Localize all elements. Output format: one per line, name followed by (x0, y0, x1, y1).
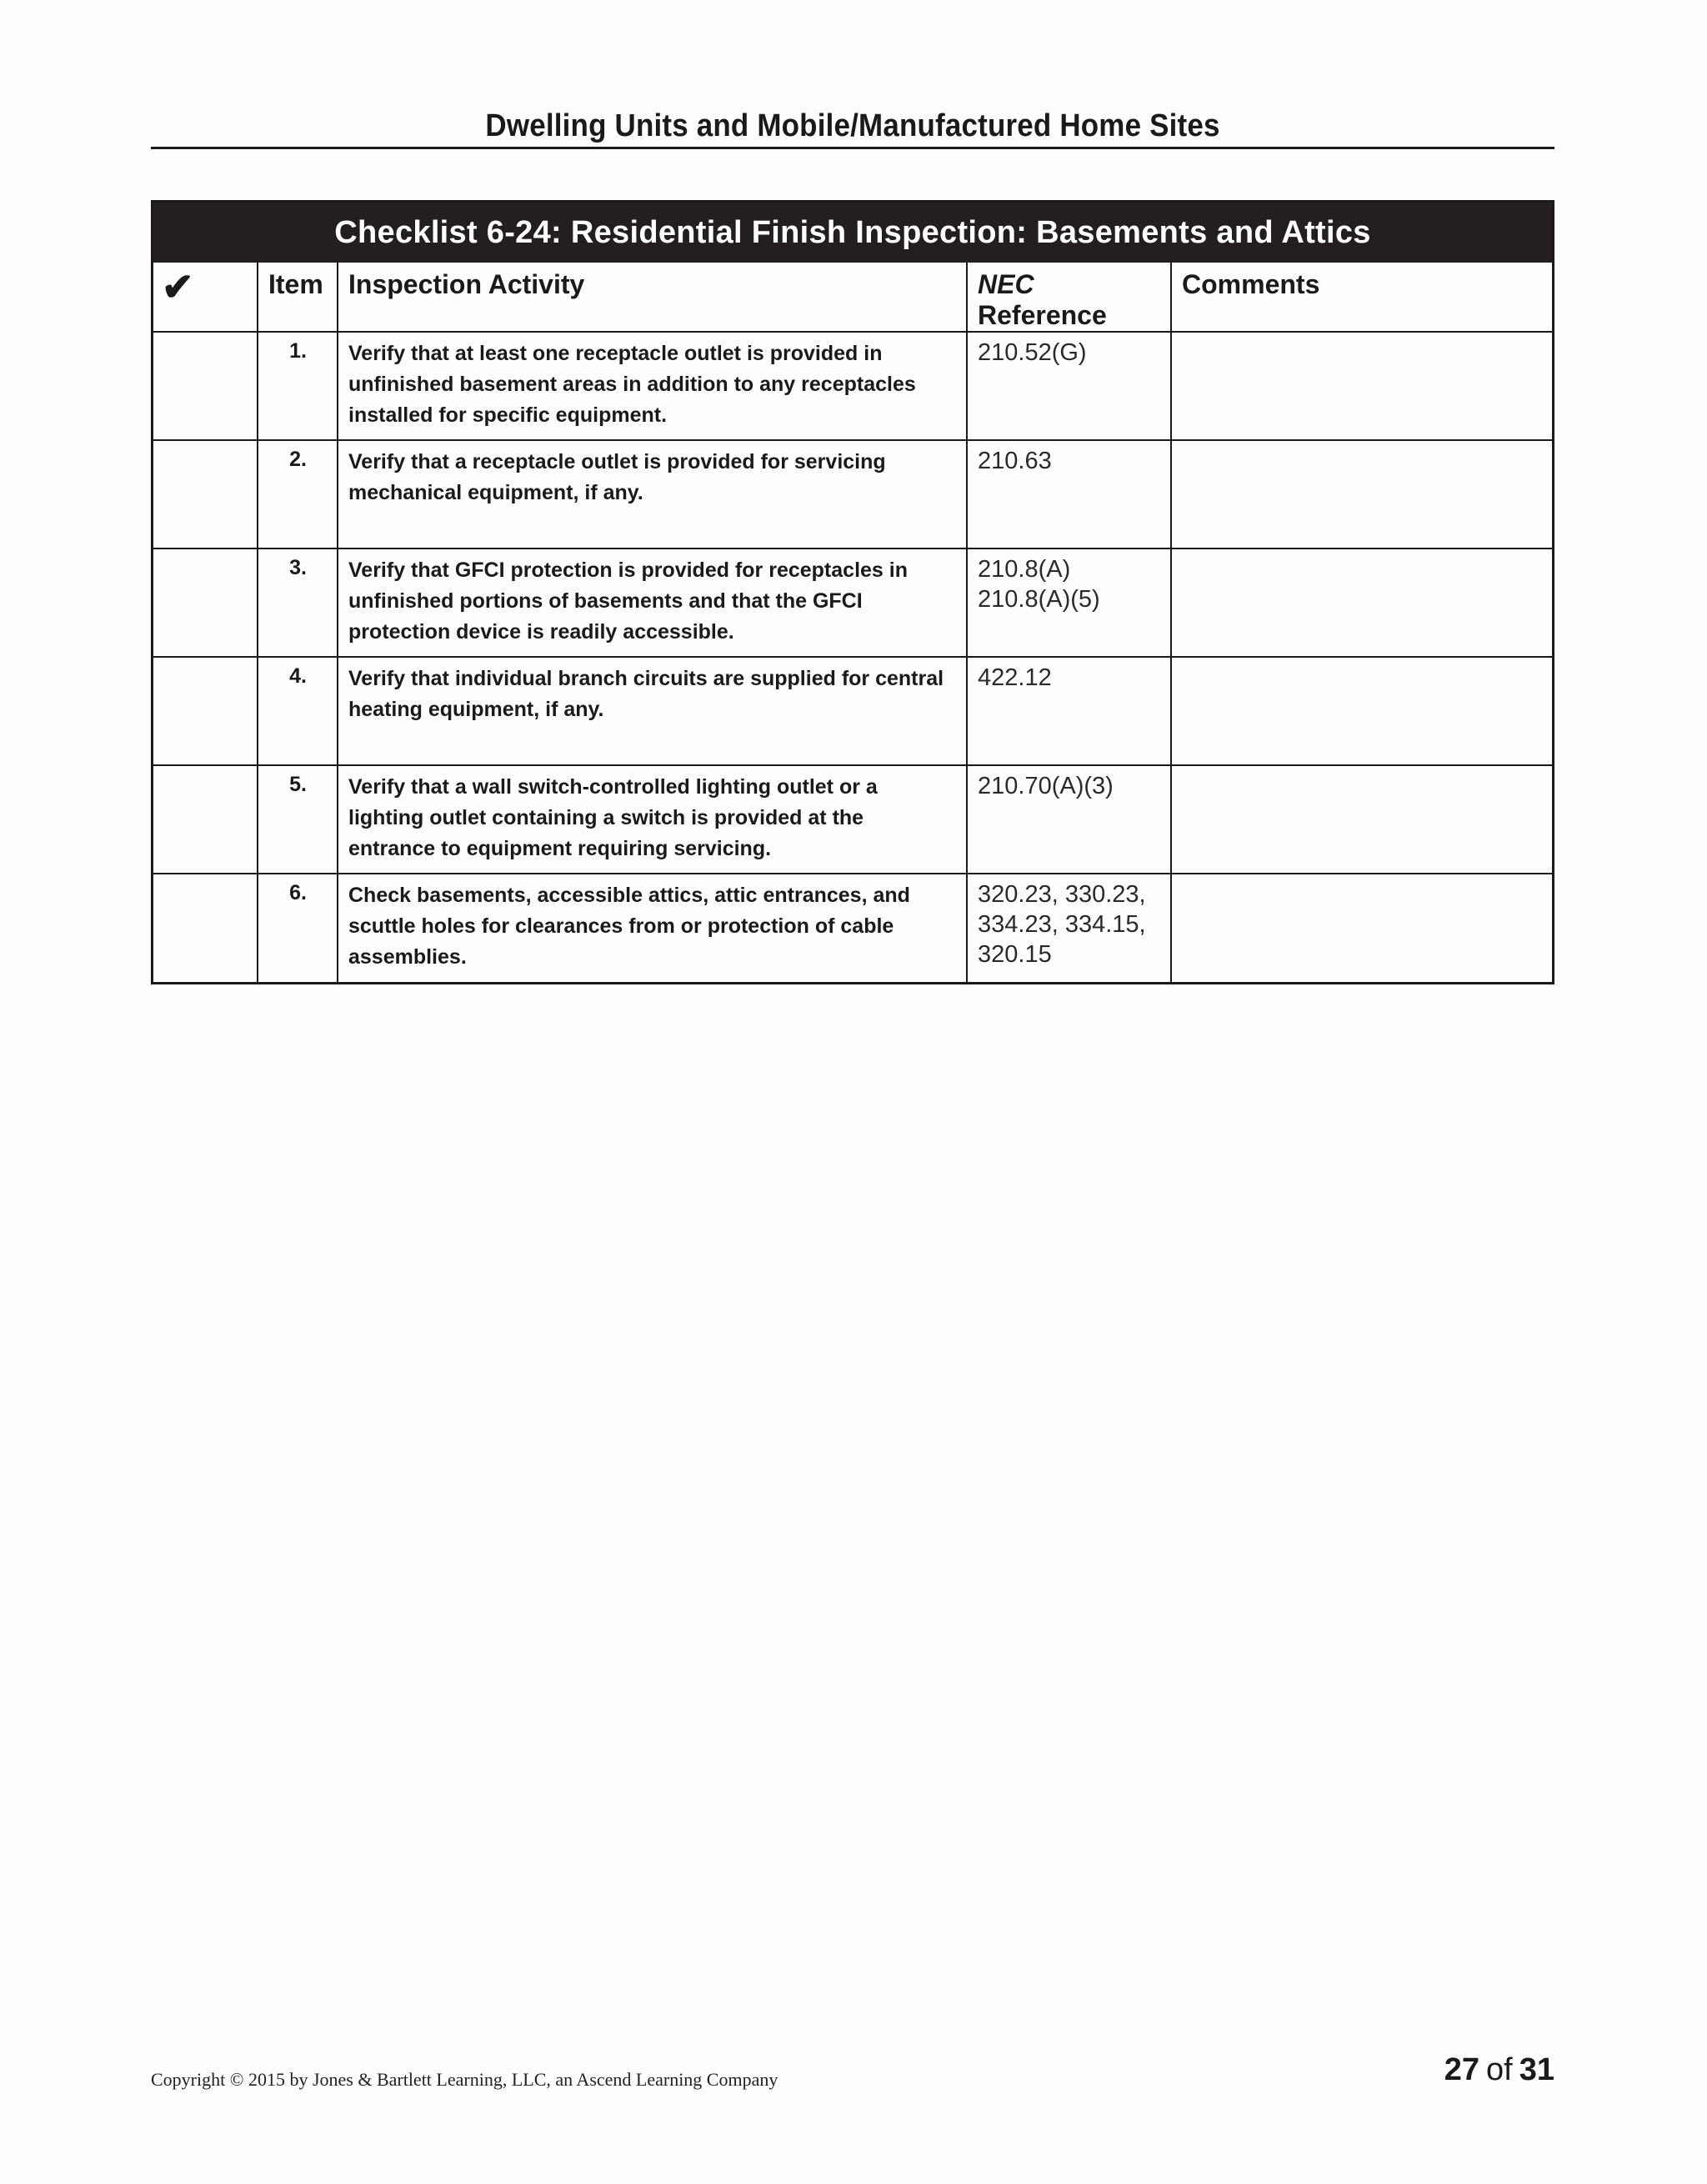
comments-cell[interactable] (1171, 874, 1552, 982)
item-number: 3. (258, 549, 338, 657)
page-total: 31 (1519, 2052, 1554, 2087)
header-rule (151, 147, 1554, 149)
comments-cell[interactable] (1171, 657, 1552, 765)
table-row (153, 440, 1552, 549)
table-row (153, 549, 1552, 657)
column-header-comments: Comments (1171, 263, 1552, 332)
column-header-item: Item (258, 263, 338, 332)
nec-reference: 210.63 (967, 440, 1171, 549)
table-row (153, 657, 1552, 765)
checkmark-icon: ✔ (153, 263, 258, 332)
checklist-table-container (151, 200, 1554, 984)
comments-cell[interactable] (1171, 765, 1552, 874)
check-cell[interactable] (153, 549, 258, 657)
nec-reference: 320.23, 330.23, 334.23, 334.15, 320.15 (967, 874, 1171, 982)
inspection-activity: Verify that at least one receptacle outlet is provided in unfinished basement areas in addition to any receptacles installed for specific equipment. (338, 332, 967, 440)
check-cell[interactable] (153, 657, 258, 765)
check-cell[interactable] (153, 440, 258, 549)
column-header-activity: Inspection Activity (338, 263, 967, 332)
item-number: 5. (258, 765, 338, 874)
check-cell[interactable] (153, 765, 258, 874)
nec-reference: 422.12 (967, 657, 1171, 765)
inspection-activity: Verify that GFCI protection is provided for receptacles in unfinished portions of basements and that the GFCI protection device is readily accessible. (338, 549, 967, 657)
comments-cell[interactable] (1171, 332, 1552, 440)
comments-cell[interactable] (1171, 549, 1552, 657)
comments-cell[interactable] (1171, 440, 1552, 549)
table-row (153, 332, 1552, 440)
nec-label: NEC (978, 269, 1034, 299)
table-header-row (153, 263, 1552, 332)
check-cell[interactable] (153, 332, 258, 440)
inspection-activity: Verify that a receptacle outlet is provided for servicing mechanical equipment, if any. (338, 440, 967, 549)
item-number: 4. (258, 657, 338, 765)
nec-reference: 210.70(A)(3) (967, 765, 1171, 874)
page-of-label: of (1486, 2052, 1513, 2087)
copyright-notice: Copyright © 2015 by Jones & Bartlett Learning, LLC, an Ascend Learning Company (151, 2069, 778, 2090)
reference-label: Reference (978, 300, 1107, 330)
inspection-activity: Check basements, accessible attics, attic entrances, and scuttle holes for clearances from or protection of cable assemblies. (338, 874, 967, 982)
checklist-table (153, 263, 1552, 982)
item-number: 6. (258, 874, 338, 982)
page-current: 27 (1444, 2052, 1480, 2087)
nec-reference: 210.52(G) (967, 332, 1171, 440)
item-number: 2. (258, 440, 338, 549)
nec-reference: 210.8(A) 210.8(A)(5) (967, 549, 1171, 657)
page-indicator (1444, 2052, 1554, 2088)
page-header-title: Dwelling Units and Mobile/Manufactured Home Sites (485, 108, 1220, 143)
column-header-reference (967, 263, 1171, 332)
check-cell[interactable] (153, 874, 258, 982)
inspection-activity: Verify that a wall switch-controlled lighting outlet or a lighting outlet containing a switch is provided at the entrance to equipment requiring servicing. (338, 765, 967, 874)
checklist-title: Checklist 6-24: Residential Finish Inspection: Basements and Attics (153, 203, 1552, 263)
item-number: 1. (258, 332, 338, 440)
inspection-activity: Verify that individual branch circuits are supplied for central heating equipment, if any. (338, 657, 967, 765)
table-row (153, 765, 1552, 874)
table-row (153, 874, 1552, 982)
